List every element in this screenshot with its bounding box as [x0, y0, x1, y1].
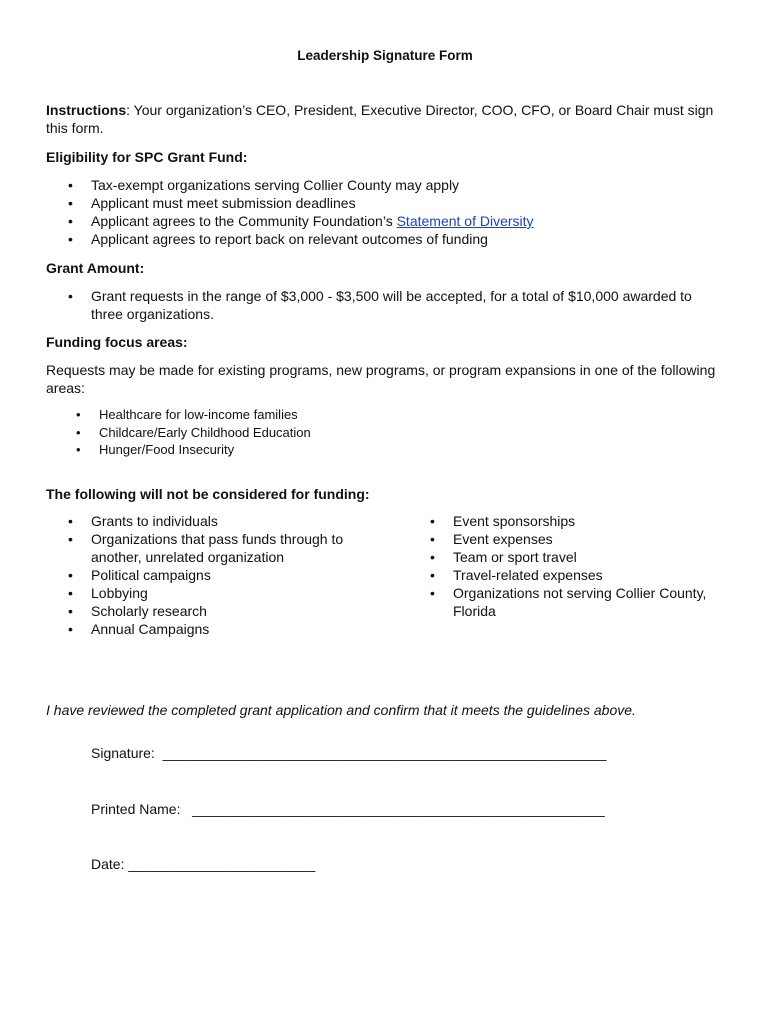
date-line[interactable]: ________________________ — [128, 856, 316, 872]
funding-focus-heading: Funding focus areas: — [46, 334, 188, 350]
list-item: • Organizations that pass funds through to another, unrelated organization — [46, 530, 361, 566]
statement-of-diversity-link[interactable]: Statement of Diversity — [396, 213, 534, 229]
not-considered-left-column — [46, 512, 361, 638]
list-item: • Grant requests in the range of $3,000 - $3,500 will be accepted, for a total of $10,000 awarded to three organizations. — [46, 287, 726, 323]
instructions-paragraph — [46, 101, 726, 137]
list-item: • Team or sport travel — [408, 548, 728, 566]
list-item-text: Applicant agrees to the Community Foundation’s — [91, 213, 397, 229]
list-item: • Travel-related expenses — [408, 566, 728, 584]
list-item: • Hunger/Food Insecurity — [46, 441, 726, 459]
signature-field[interactable] — [91, 744, 606, 762]
list-item: • Organizations not serving Collier County, Florida — [408, 584, 728, 620]
date-field[interactable] — [91, 855, 315, 873]
list-item: • Event expenses — [408, 530, 728, 548]
list-item: • Tax-exempt organizations serving Collier County may apply — [46, 176, 726, 194]
signature-line[interactable]: _________________________________________________________ — [162, 745, 607, 761]
confirmation-statement: I have reviewed the completed grant application and confirm that it meets the guidelines above. — [46, 702, 636, 718]
page-title: Leadership Signature Form — [297, 48, 473, 63]
signature-label: Signature: — [91, 745, 155, 761]
not-considered-heading: The following will not be considered for funding: — [46, 486, 370, 502]
list-item: • Political campaigns — [46, 566, 361, 584]
grant-amount-heading: Grant Amount: — [46, 260, 145, 276]
list-item: • Lobbying — [46, 584, 361, 602]
list-item — [46, 212, 726, 230]
eligibility-heading: Eligibility for SPC Grant Fund: — [46, 149, 248, 165]
funding-focus-list — [46, 406, 726, 459]
not-considered-right-column — [408, 512, 728, 620]
not-considered-right-list — [408, 512, 728, 620]
list-item: • Grants to individuals — [46, 512, 361, 530]
date-label: Date: — [91, 856, 125, 872]
instructions-label: Instructions — [46, 102, 127, 118]
not-considered-left-list — [46, 512, 361, 638]
list-item: • Applicant must meet submission deadlines — [46, 194, 726, 212]
funding-focus-list-wrap — [46, 406, 726, 459]
funding-focus-intro: Requests may be made for existing programs, new programs, or program expansions in one of the following areas: — [46, 362, 716, 396]
list-item: • Applicant agrees to report back on relevant outcomes of funding — [46, 230, 726, 248]
grant-amount-list — [46, 287, 726, 323]
list-item: • Healthcare for low-income families — [46, 406, 726, 424]
printed-name-label: Printed Name: — [91, 801, 181, 817]
instructions-text: : Your organization’s CEO, President, Executive Director, COO, CFO, or Board Chair must sign this form. — [46, 102, 714, 136]
list-item: • Childcare/Early Childhood Education — [46, 424, 726, 442]
eligibility-list — [46, 176, 726, 248]
list-item: • Scholarly research — [46, 602, 361, 620]
eligibility-list-wrap — [46, 176, 726, 248]
printed-name-line[interactable]: _____________________________________________________ — [192, 801, 605, 817]
grant-amount-list-wrap — [46, 287, 726, 323]
printed-name-field[interactable] — [91, 800, 605, 818]
list-item: • Event sponsorships — [408, 512, 728, 530]
list-item: • Annual Campaigns — [46, 620, 361, 638]
